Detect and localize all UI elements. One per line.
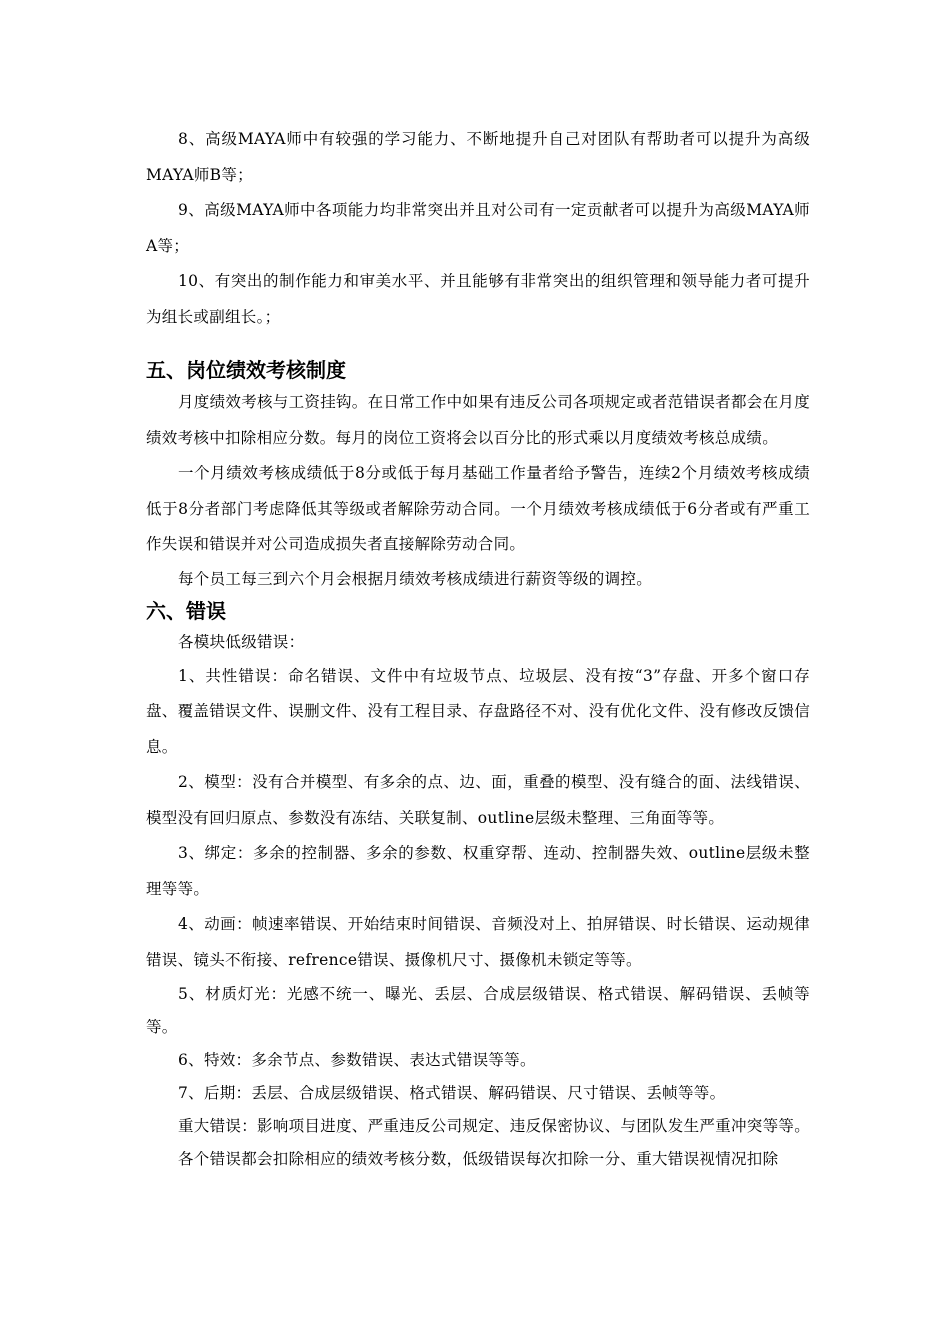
error-item-animation: 4、动画：帧速率错误、开始结束时间错误、音频没对上、拍屏错误、时长错误、运动规律错误、镜头不衔接、refrence错误、摄像机尺寸、摄像机未锁定等等。: [146, 915, 810, 969]
errors-intro: 各模块低级错误：: [178, 632, 305, 651]
performance-paragraph-3: 每个员工每三到六个月会根据月绩效考核成绩进行薪资等级的调控。: [178, 569, 653, 588]
error-item-effects: 6、特效：多余节点、参数错误、表达式错误等等。: [178, 1051, 536, 1069]
document-body: [146, 122, 810, 1176]
error-item-model: 2、模型：没有合并模型、有多余的点、边、面，重叠的模型、没有缝合的面、法线错误、模型没有回归原点、参数没有冻结、关联复制、outline层级未整理、三角面等等。: [146, 773, 810, 827]
promotion-rule-10: 10、有突出的制作能力和审美水平、并且能够有非常突出的组织管理和领导能力者可提升为组长或副组长。；: [146, 272, 810, 326]
performance-paragraph-2: 一个月绩效考核成绩低于8分或低于每月基础工作量者给予警告，连续2个月绩效考核成绩低于8分者部门考虑降低其等级或者解除劳动合同。一个月绩效考核成绩低于6分者或有严重工作失误和错误并对公司造成损失者直接解除劳动合同。: [146, 464, 810, 553]
promotion-rule-9: 9、高级MAYA师中各项能力均非常突出并且对公司有一定贡献者可以提升为高级MAYA师A等；: [146, 201, 810, 255]
section-heading-performance: 五、岗位绩效考核制度: [146, 358, 346, 382]
major-errors: 重大错误：影响项目进度、严重违反公司规定、违反保密协议、与团队发生严重冲突等等。: [178, 1117, 811, 1135]
error-item-post: 7、后期：丢层、合成层级错误、格式错误、解码错误、尺寸错误、丢帧等等。: [178, 1084, 726, 1102]
performance-paragraph-1: 月度绩效考核与工资挂钩。在日常工作中如果有违反公司各项规定或者范错误者都会在月度绩效考核中扣除相应分数。每月的岗位工资将会以百分比的形式乘以月度绩效考核总成绩。: [146, 393, 811, 447]
error-item-lighting: 5、材质灯光：光感不统一、曝光、丢层、合成层级错误、格式错误、解码错误、丢帧等等。: [146, 985, 810, 1036]
promotion-rule-8: 8、高级MAYA师中有较强的学习能力、不断地提升自己对团队有帮助者可以提升为高级MAYA师B等；: [146, 130, 810, 184]
error-item-rigging: 3、绑定：多余的控制器、多余的参数、权重穿帮、连动、控制器失效、outline层级未整理等等。: [146, 844, 810, 898]
errors-closing: 各个错误都会扣除相应的绩效考核分数，低级错误每次扣除一分、重大错误视情况扣除: [178, 1150, 779, 1168]
error-item-common: 1、共性错误：命名错误、文件中有垃圾节点、垃圾层、没有按“3”存盘、开多个窗口存盘、覆盖错误文件、误删文件、没有工程目录、存盘路径不对、没有优化文件、没有修改反馈信息。: [146, 666, 810, 756]
section-heading-errors: 六、错误: [146, 598, 226, 623]
